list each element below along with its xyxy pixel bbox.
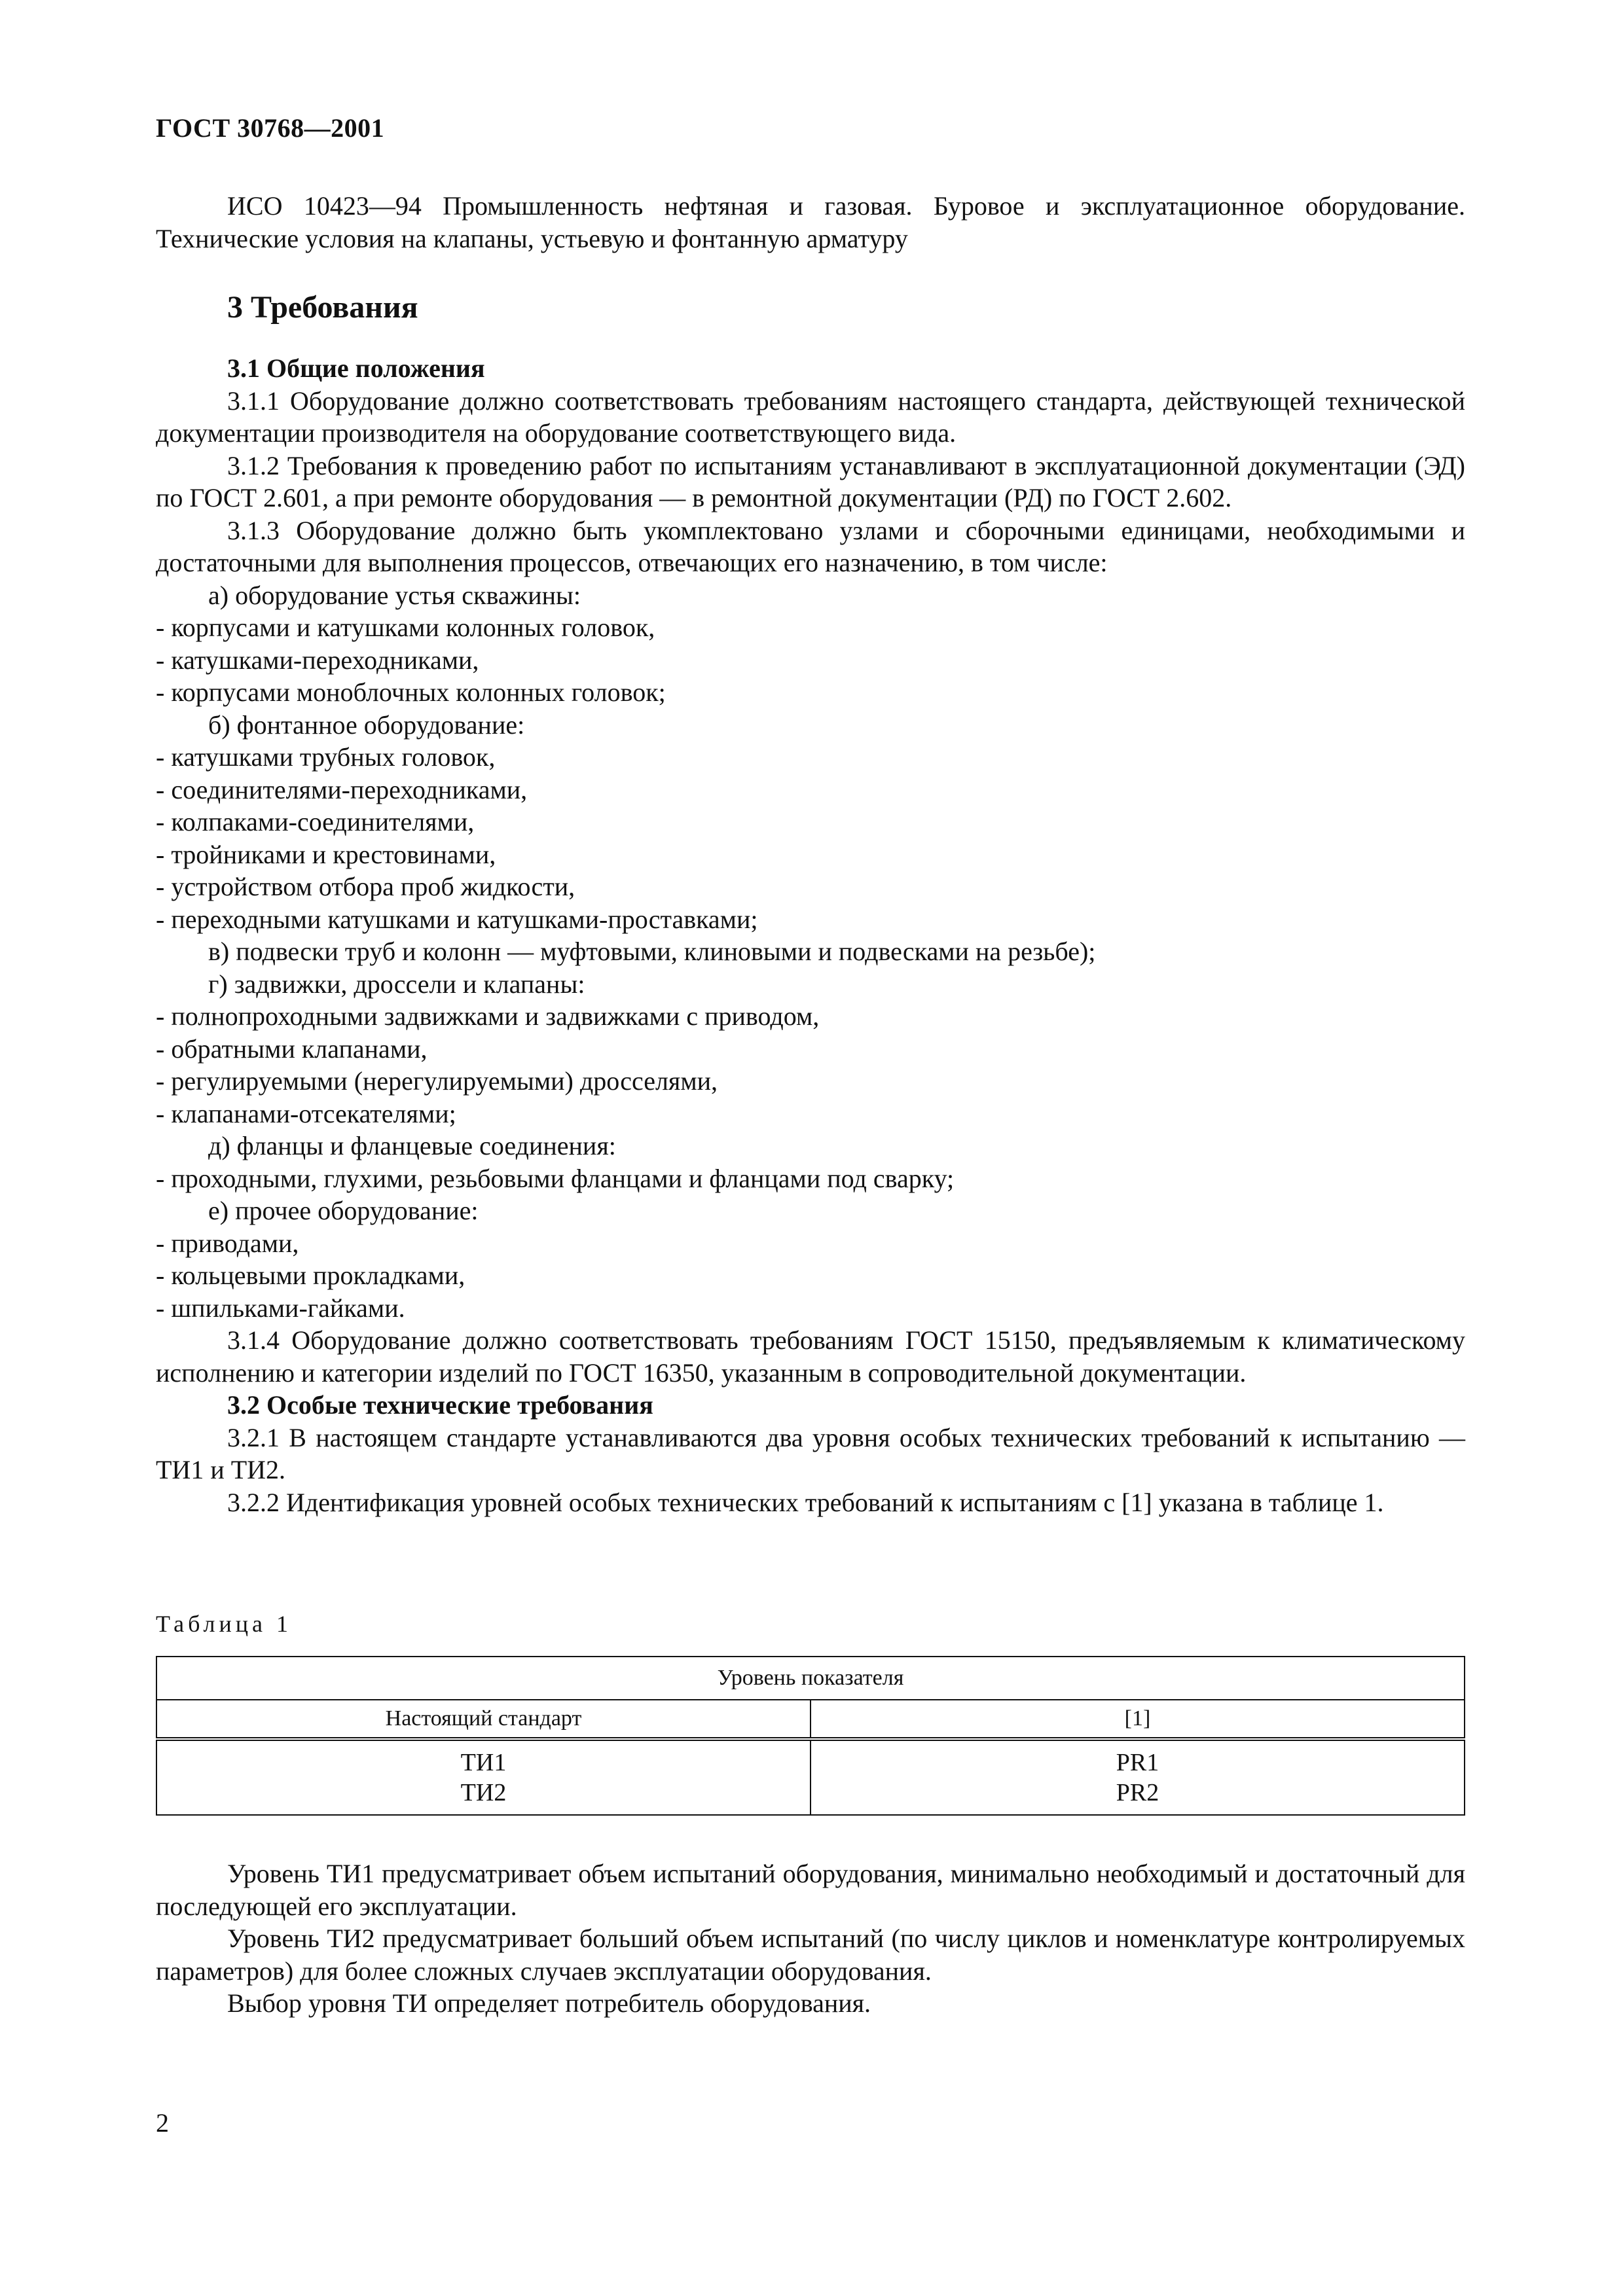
list-item: - кольцевыми прокладками, [156,1261,465,1290]
list-item: - приводами, [156,1228,299,1258]
list-item: б) фонтанное оборудование: [208,709,525,740]
list-item: - соединителями-переходниками, [156,774,528,804]
list-item: - регулируемыми (нерегулируемыми) дросселями, [156,1066,718,1096]
paragraph-ti2: Уровень ТИ2 предусматривает больший объем испытаний (по числу циклов и номенклатуре контролируемых параметров) для более сложных случаев эксплуатации оборудования. [156,1924,1465,1986]
document-header: ГОСТ 30768—2001 [156,113,385,143]
list-item: - катушками-переходниками, [156,645,479,675]
list-item: - шпильками-гайками. [156,1293,405,1323]
table-cell [156,1739,811,1815]
paragraph-3-2-1: 3.2.1 В настоящем стандарте устанавливаются два уровня особых технических требований к испытанию — ТИ1 и ТИ2. [156,1422,1465,1484]
page-number: 2 [156,2108,169,2138]
list-item: - корпусами и катушками колонных головок, [156,613,655,642]
list-item: е) прочее оборудование: [208,1196,479,1225]
list-item: - колпаками-соединителями, [156,807,475,836]
table-cell-value: ТИ1 [460,1749,507,1776]
list-item: - обратными клапанами, [156,1033,428,1064]
paragraph-3-1-4: 3.1.4 Оборудование должно соответствовать требованиям ГОСТ 15150, предъявляемым к климатическому исполнению и категории изделий по ГОСТ 16350, указанным в сопроводительной документации. [156,1325,1465,1388]
list-item: - полнопроходными задвижками и задвижками с приводом, [156,1001,820,1031]
paragraph-choice: Выбор уровня ТИ определяет потребитель оборудования. [227,1988,871,2018]
table-caption: Таблица 1 [156,1611,292,1637]
list-item: - устройством отбора проб жидкости, [156,872,575,901]
list-item: - переходными катушками и катушками-проставками; [156,904,758,934]
table-cell-value: PR1 [1116,1749,1159,1776]
equipment-list [156,579,1465,1325]
levels-description-block [156,1857,1465,2020]
table-column-header: [1] [811,1700,1465,1739]
paragraph-ti1: Уровень ТИ1 предусматривает объем испытаний оборудования, минимально необходимый и достаточный для последующей его эксплуатации. [156,1859,1465,1921]
list-item: - корпусами моноблочных колонных головок; [156,677,666,707]
list-item: а) оборудование устья скважины: [208,580,581,610]
intro-block [156,190,1465,255]
section-title: 3 Требования [227,290,418,325]
list-item: в) подвески труб и колонн — муфтовыми, клиновыми и подвесками на резьбе); [208,937,1096,966]
table-group-header: Уровень показателя [156,1657,1465,1700]
paragraph-3-1-1: 3.1.1 Оборудование должно соответствовать требованиям настоящего стандарта, действующей технической документации производителя на оборудование соответствующего вида. [156,386,1465,448]
paragraph-3-1-3: 3.1.3 Оборудование должно быть укомплектовано узлами и сборочными единицами, необходимыми и достаточными для выполнения процессов, отвечающих его назначению, в том числе: [156,515,1465,577]
requirements-block [156,352,1465,1518]
list-item: - клапанами-отсекателями; [156,1098,456,1128]
table-column-header: Настоящий стандарт [156,1700,811,1739]
intro-paragraph: ИСО 10423—94 Промышленность нефтяная и газовая. Буровое и эксплуатационное оборудование. Технические условия на клапаны, устьевую и фонтанную арматуру [156,191,1465,253]
list-item: - тройниками и крестовинами, [156,839,496,869]
list-item: д) фланцы и фланцевые соединения: [208,1131,616,1160]
list-item: - катушками трубных головок, [156,742,496,772]
paragraph-3-2-2: 3.2.2 Идентификация уровней особых технических требований к испытаниям с [1] указана в таблице 1. [227,1487,1384,1517]
list-item: - проходными, глухими, резьбовыми фланцами и фланцами под сварку; [156,1163,955,1193]
subsection-3-2-title: 3.2 Особые технические требования [227,1390,653,1420]
table-cell-value: PR2 [1116,1779,1159,1806]
subsection-3-1-title: 3.1 Общие положения [227,353,485,383]
paragraph-3-1-2: 3.1.2 Требования к проведению работ по испытаниям устанавливают в эксплуатационной документации (ЭД) по ГОСТ 2.601, а при ремонте оборудования — в ремонтной документации (РД) по ГОСТ 2.602. [156,450,1465,512]
table-cell-value: ТИ2 [460,1779,507,1806]
list-item: г) задвижки, дроссели и клапаны: [208,969,585,999]
table-cell [811,1739,1465,1815]
levels-table [156,1656,1465,1816]
